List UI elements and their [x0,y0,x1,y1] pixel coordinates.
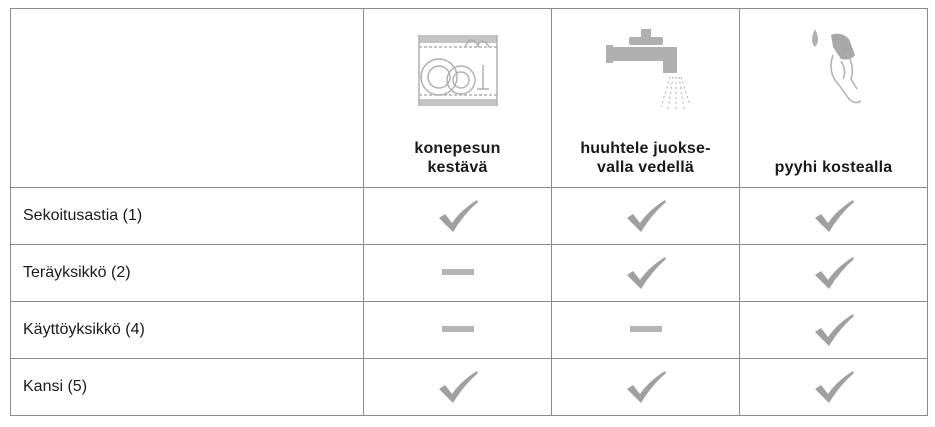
header-label-line2: valla vedellä [597,159,694,176]
row-label: Kansi (5) [11,359,364,416]
care-instructions-table [10,8,928,416]
mark-cell [740,245,928,302]
header-label-line1: konepesun [414,140,501,157]
checkmark-icon [813,207,855,224]
header-dishwasher [364,9,552,188]
header-label-line1: pyyhi kostealla [774,159,893,176]
row-label: Teräyksikkö (2) [11,245,364,302]
checkmark-icon [625,264,667,281]
header-label-line1: huuhtele juokse- [580,140,711,157]
table-row [11,188,928,245]
checkmark-icon [437,378,479,395]
mark-cell [364,245,552,302]
checkmark-icon [625,378,667,395]
header-row [11,9,928,188]
header-label-rinse [552,139,739,187]
header-empty-cell [11,9,364,188]
hand-wipe-cloth-icon [789,25,879,110]
mark-cell [552,188,740,245]
checkmark-icon [813,378,855,395]
mark-cell [552,302,740,359]
dash-icon [442,321,474,338]
checkmark-icon [813,321,855,338]
dash-icon [630,321,662,338]
checkmark-icon [625,207,667,224]
mark-cell [552,245,740,302]
mark-cell [364,359,552,416]
header-wipe [740,9,928,188]
running-water-tap-icon [601,25,691,110]
mark-cell [364,188,552,245]
header-label-dishwasher [364,139,551,187]
mark-cell [740,302,928,359]
header-rinse [552,9,740,188]
mark-cell [552,359,740,416]
table-row [11,359,928,416]
checkmark-icon [437,207,479,224]
header-label-wipe [740,158,927,187]
mark-cell [364,302,552,359]
checkmark-icon [813,264,855,281]
table-row [11,302,928,359]
row-label: Käyttöyksikkö (4) [11,302,364,359]
table-row [11,245,928,302]
dishwasher-icon [413,25,503,110]
mark-cell [740,188,928,245]
dash-icon [442,264,474,281]
row-label: Sekoitusastia (1) [11,188,364,245]
header-label-line2: kestävä [427,159,488,176]
mark-cell [740,359,928,416]
